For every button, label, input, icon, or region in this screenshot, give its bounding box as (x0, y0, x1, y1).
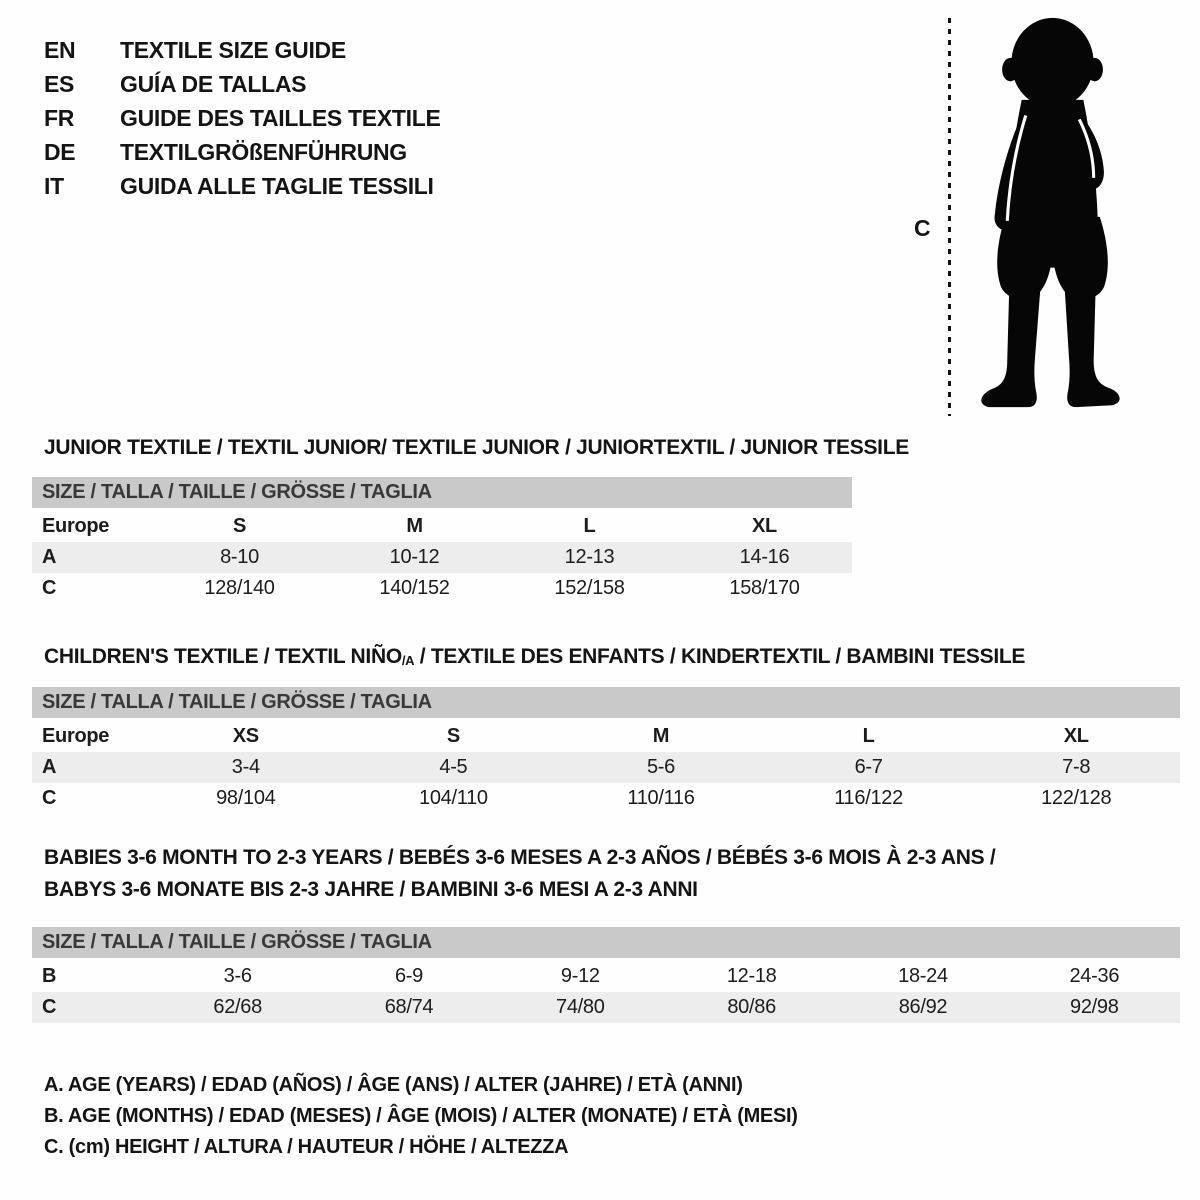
lang-row-fr (44, 101, 441, 135)
value-cell: 8-10 (152, 542, 327, 573)
lang-code: FR (44, 104, 75, 131)
table-row (32, 783, 1180, 814)
row-label: C (42, 577, 57, 599)
value-cell: 10-12 (327, 542, 502, 573)
section-title-babies-line2: BABYS 3-6 MONATE BIS 2-3 JAHRE / BAMBINI 3-6 MESI A 2-3 ANNI (44, 878, 698, 901)
lang-code: IT (44, 172, 64, 199)
value-cell: 98/104 (216, 787, 276, 809)
size-cell: XL (1063, 725, 1089, 747)
value-cell: 62/68 (152, 992, 323, 1023)
table-row (32, 961, 1180, 992)
value-cell: 122/128 (1041, 787, 1112, 809)
value-cell: 4-5 (350, 752, 558, 783)
row-label: B (42, 965, 57, 987)
size-cell: S (446, 725, 460, 747)
table-row (32, 721, 1180, 752)
value-cell: 9-12 (560, 965, 600, 987)
size-cell: S (232, 515, 247, 537)
row-label: Europe (42, 515, 110, 537)
babies-size-table (32, 927, 1180, 1023)
section-title-babies-line1: BABIES 3-6 MONTH TO 2-3 YEARS / BEBÉS 3-6 MESES A 2-3 AÑOS / BÉBÉS 3-6 MOIS À 2-3 ANS / (44, 846, 996, 869)
legend-line-a: A. AGE (YEARS) / EDAD (AÑOS) / ÂGE (ANS) / ALTER (JAHRE) / ETÀ (ANNI) (44, 1074, 743, 1096)
lang-title: GUÍA DE TALLAS (120, 70, 307, 97)
lang-row-es (44, 67, 441, 101)
size-header-bar: SIZE / TALLA / TAILLE / GRÖSSE / TAGLIA (32, 477, 852, 508)
value-cell: 140/152 (379, 577, 450, 599)
lang-code: DE (44, 138, 76, 165)
size-cell: XL (752, 515, 777, 537)
value-cell: 110/116 (627, 787, 695, 809)
value-cell: 158/170 (729, 577, 800, 599)
lang-title: TEXTILE SIZE GUIDE (120, 36, 346, 63)
legend-line-c: C. (cm) HEIGHT / ALTURA / HAUTEUR / HÖHE / ALTEZZA (44, 1136, 569, 1158)
lang-code: EN (44, 36, 76, 63)
lang-title: GUIDE DES TAILLES TEXTILE (120, 104, 441, 131)
value-cell: 68/74 (323, 992, 494, 1023)
value-cell: 128/140 (204, 577, 275, 599)
value-cell: 24-36 (1069, 965, 1120, 987)
title-text: CHILDREN'S TEXTILE / TEXTIL NIÑO (44, 645, 402, 668)
row-label: C (32, 992, 152, 1023)
lang-row-de (44, 135, 441, 169)
height-measure-label: C (914, 215, 931, 241)
junior-size-table (32, 477, 852, 604)
size-header-bar: SIZE / TALLA / TAILLE / GRÖSSE / TAGLIA (32, 927, 1180, 958)
lang-code: ES (44, 70, 75, 97)
lang-title: GUIDA ALLE TAGLIE TESSILI (120, 172, 434, 199)
value-cell: 18-24 (898, 965, 948, 987)
table-row (32, 511, 852, 542)
section-title-children (44, 645, 1025, 669)
row-label: C (42, 787, 57, 809)
value-cell: 6-9 (394, 965, 423, 987)
size-cell: M (652, 725, 670, 747)
row-label: A (32, 542, 152, 573)
value-cell: 3-4 (142, 752, 350, 783)
lang-row-it (44, 169, 441, 203)
size-cell: M (406, 515, 423, 537)
value-cell: 152/158 (554, 577, 625, 599)
toddler-silhouette-icon (962, 14, 1142, 414)
height-dashed-line (948, 18, 951, 416)
children-size-table (32, 687, 1180, 814)
lang-title: TEXTILGRÖßENFÜHRUNG (120, 138, 407, 165)
size-cell: L (583, 515, 596, 537)
table-row (32, 752, 1180, 783)
size-cell: L (862, 725, 875, 747)
title-subscript: /A (401, 653, 415, 668)
section-title-junior: JUNIOR TEXTILE / TEXTIL JUNIOR/ TEXTILE JUNIOR / JUNIORTEXTIL / JUNIOR TESSILE (44, 436, 909, 459)
value-cell: 92/98 (1009, 992, 1180, 1023)
value-cell: 6-7 (765, 752, 973, 783)
value-cell: 80/86 (666, 992, 837, 1023)
table-row (32, 542, 852, 573)
table-row (32, 573, 852, 604)
legend-line-b: B. AGE (MONTHS) / EDAD (MESES) / ÂGE (MOIS) / ALTER (MONATE) / ETÀ (MESI) (44, 1105, 798, 1127)
table-row (32, 992, 1180, 1023)
value-cell: 12-13 (502, 542, 677, 573)
value-cell: 74/80 (495, 992, 666, 1023)
value-cell: 14-16 (677, 542, 852, 573)
value-cell: 7-8 (972, 752, 1180, 783)
row-label: A (32, 752, 142, 783)
value-cell: 104/110 (419, 787, 488, 809)
value-cell: 5-6 (557, 752, 765, 783)
value-cell: 86/92 (837, 992, 1008, 1023)
value-cell: 116/122 (834, 787, 903, 809)
value-cell: 12-18 (726, 965, 777, 987)
measurement-legend (44, 1070, 798, 1163)
title-text: / TEXTILE DES ENFANTS / KINDERTEXTIL / BAMBINI TESSILE (414, 645, 1026, 668)
size-cell: XS (232, 725, 259, 747)
lang-row-en (44, 33, 441, 67)
size-header-bar: SIZE / TALLA / TAILLE / GRÖSSE / TAGLIA (32, 687, 1180, 718)
language-title-list (44, 33, 441, 203)
row-label: Europe (42, 725, 110, 747)
value-cell: 3-6 (223, 965, 252, 987)
